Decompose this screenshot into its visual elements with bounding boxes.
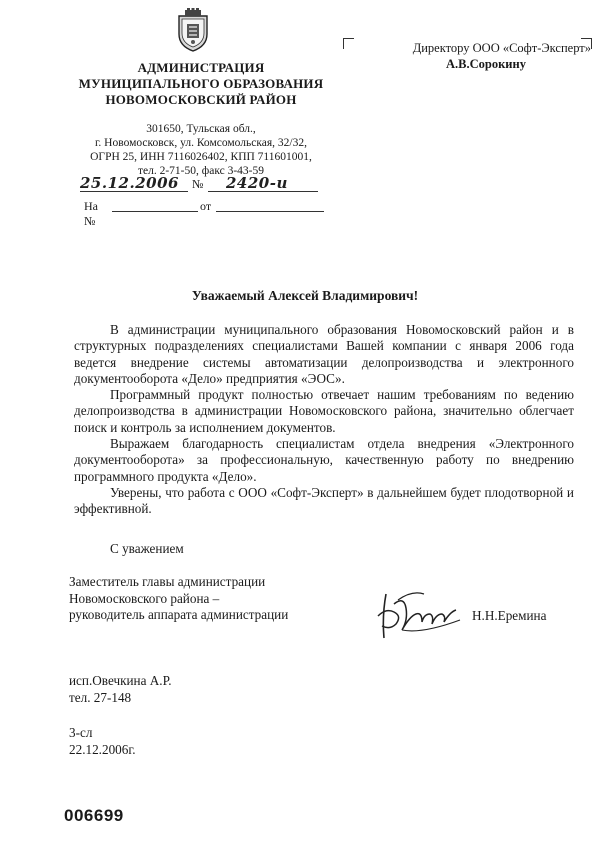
addressee-block	[355, 40, 591, 72]
outgoing-reference	[80, 176, 330, 192]
date-underline	[80, 191, 188, 192]
addressee-position: Директору ООО «Софт-Эксперт»	[412, 41, 591, 55]
org-line: МУНИЦИПАЛЬНОГО ОБРАЗОВАНИЯ	[78, 76, 324, 91]
address-line: тел. 2-71-50, факс 3-43-59	[137, 165, 265, 177]
salutation: Уважаемый Алексей Владимирович!	[191, 288, 419, 303]
addressee-name: А.В.Сорокину	[446, 57, 526, 71]
executor-block	[69, 672, 172, 706]
signer-name: Н.Н.Еремина	[472, 608, 547, 623]
body-paragraph: В администрации муниципального образования Новомосковский район и в структурных подразделениях специалистами Вашей компании с января 2006 года ведется внедрение системы автоматизации делопроизводства и электронного документооборота «Дело» предприятия «ЭОС».	[74, 322, 574, 386]
handwritten-signature	[372, 586, 464, 644]
executor-name: исп.Овечкина А.Р.	[69, 673, 172, 688]
address-line: г. Новомосковск, ул. Комсомольская, 32/32,	[95, 137, 307, 149]
copies-count: 3-сл	[69, 725, 93, 740]
signer-title	[69, 574, 288, 624]
ref-underline	[112, 211, 198, 212]
org-line: АДМИНИСТРАЦИЯ	[137, 60, 265, 75]
signer-title-line: Новомосковского района –	[69, 590, 220, 606]
body-paragraph: Программный продукт полностью отвечает нашим требованиям по ведению делопроизводства в администрации Новомосковского района, значительно облегчает поиск и контроль за исполнением документов.	[74, 387, 574, 435]
signer-title-line: руководитель аппарата администрации	[69, 607, 289, 622]
address-line: ОГРН 25, ИНН 7116026402, КПП 711601001,	[90, 151, 312, 163]
org-line: НОВОМОСКОВСКИЙ РАЙОН	[105, 92, 297, 107]
number-label: №	[192, 177, 204, 191]
addressee-corner-left	[343, 38, 354, 49]
outgoing-date: 25.12.2006	[80, 174, 179, 192]
body-paragraph: Выражаем благодарность специалистам отдела внедрения «Электронного документооборота» за профессиональную, качественную работу по внедрению программного продукта «Дело».	[74, 436, 574, 484]
outgoing-number: 2420-и	[226, 174, 288, 192]
organization-address	[70, 122, 332, 178]
executor-phone: тел. 27-148	[69, 690, 132, 705]
number-underline	[208, 191, 318, 192]
ref-label: На №	[84, 199, 98, 228]
ref-from-label: от	[200, 199, 212, 213]
closing: С уважением	[110, 541, 184, 556]
organization-name	[70, 60, 332, 108]
registration-number: 006699	[64, 806, 124, 825]
coat-of-arms-icon	[176, 8, 210, 52]
letter-body	[74, 322, 574, 518]
address-line: 301650, Тульская обл.,	[146, 123, 256, 135]
body-paragraph: Уверены, что работа с ООО «Софт-Эксперт» в дальнейшем будет плодотворной и эффективной.	[74, 484, 574, 517]
copies-date: 22.12.2006г.	[69, 742, 136, 757]
ref-from-underline	[216, 211, 324, 212]
signer-title-line: Заместитель главы администрации	[69, 574, 266, 589]
copies-block	[69, 724, 136, 758]
